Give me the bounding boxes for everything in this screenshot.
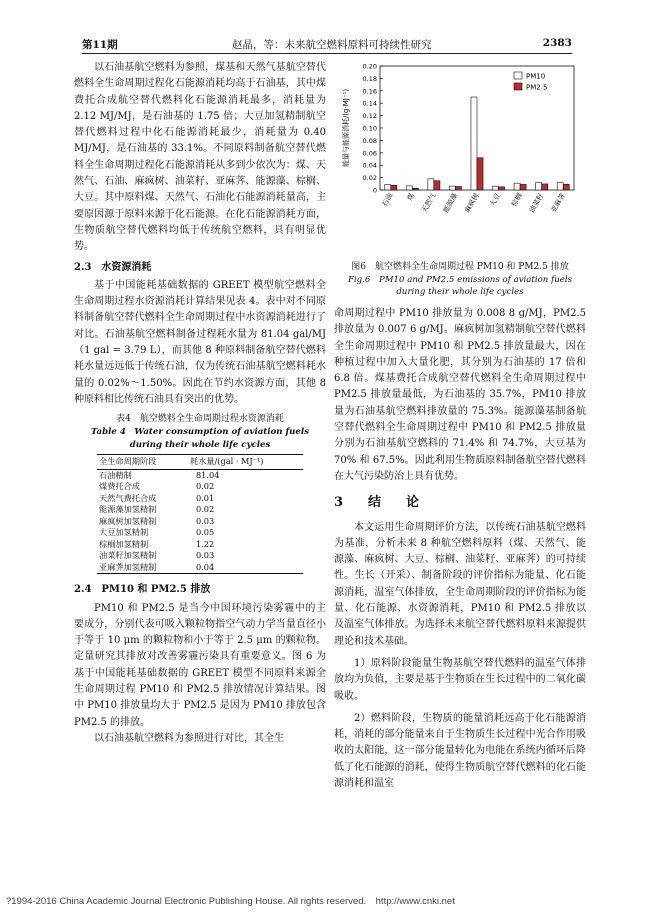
table-header-stage: 全生命周期阶段 <box>97 455 188 470</box>
pm-emissions-chart <box>334 60 586 236</box>
bar-pm10 <box>449 186 455 190</box>
table-row <box>97 527 303 539</box>
paragraph: 以石油基航空燃料为参照，煤基和天然气基航空替代燃料全生命周期过程化石能源消耗均高于石油基，其中煤费托合成航空替代燃料化石能源消耗最多，消耗量为 2.12 MJ/MJ，是石油基的 1.75 倍；大豆加氢精制航空替代燃料过程中化石能源消耗最少，消耗量为 0.40 MJ/MJ，是石油基的 33.1%。不同原料制备航空替代燃料全生命周期过程化石能源消耗从多到少依次为：煤、天然气、石油、麻疯树、油菜籽、亚麻荠、能源藻、棕榈、大豆。其中原料煤、天然气、石油化石能源消耗量高，主要原因源于原料来源于化石能源。在化石能源消耗方面，生物质航空替代燃料均低于传统航空燃料，具有明显优势。 <box>74 62 326 253</box>
y-axis-label: 能量与能源消耗/(g·MJ⁻¹) <box>342 88 350 168</box>
table-row <box>97 493 303 505</box>
y-tick-label: 0 <box>372 186 377 195</box>
paragraph: 以石油基航空燃料为参照进行对比，其全生 <box>94 732 284 744</box>
bar-pm10 <box>385 185 391 190</box>
section-heading-3: 3 结 论 <box>334 495 426 511</box>
table-cell: 0.02 <box>195 504 215 515</box>
paragraph: 2）燃料阶段，生物质的能量消耗远高于化石能源消耗，消耗的部分能量来自于生物质生长过程中光合作用吸收的太阳能，这一部分能量转化为电能在系统内循环后降低了化石能源的消耗，使得生物质航空替代燃料的化石能源消耗和温室 <box>334 712 586 790</box>
legend-label: PM2.5 <box>526 83 548 92</box>
table-row <box>97 504 303 516</box>
y-tick-label: 0.10 <box>362 124 377 133</box>
bar-pm25 <box>520 184 526 190</box>
water-consumption-table <box>97 454 303 574</box>
y-tick-label: 0.04 <box>362 161 377 170</box>
x-tick-label: 亚麻荠 <box>549 192 567 215</box>
section-heading-2-3: 2.3 水资源消耗 <box>74 261 152 273</box>
legend-label: PM10 <box>526 72 546 81</box>
page-number: 2383 <box>542 37 572 49</box>
table-cell: 0.04 <box>188 562 303 574</box>
table-cell: 0.03 <box>195 550 215 561</box>
y-tick-label: 0.06 <box>362 149 377 158</box>
bar-pm10 <box>493 186 499 190</box>
table-row <box>97 539 303 551</box>
y-tick-label: 0.16 <box>362 87 377 96</box>
table-cell: 大豆加氢精制 <box>99 527 149 538</box>
table-cell: 0.03 <box>195 515 215 526</box>
issue-label: 第11期 <box>82 39 118 51</box>
table-header-value: 耗水量/(gal · MJ⁻¹) <box>188 455 303 470</box>
table-cell: 麻疯树加氢精制 <box>99 515 157 526</box>
bar-pm25 <box>477 158 483 190</box>
y-tick-label: 0.18 <box>362 74 377 83</box>
table-cell: 81.04 <box>195 469 220 480</box>
table-cell: 亚麻荠加氢精制 <box>97 562 188 574</box>
table-row <box>97 516 303 528</box>
table-cell: 0.05 <box>195 527 215 538</box>
x-tick-label: 石油 <box>380 192 395 209</box>
x-tick-label: 油菜籽 <box>527 192 546 215</box>
figure-caption-en: Fig.6 PM10 and PM2.5 emissions of aviation fuels <box>347 275 573 285</box>
figure-caption: 图6 航空燃料全生命周期过程 PM10 和 PM2.5 排放 <box>351 262 569 272</box>
figure-6 <box>334 60 586 260</box>
bar-pm10 <box>471 97 477 190</box>
table-caption: 表4 航空燃料全生命周期过程水资源消耗 <box>116 414 284 425</box>
bar-pm25 <box>455 186 461 190</box>
bar-pm10 <box>406 186 412 190</box>
paragraph: 1）原料阶段能量生物基航空替代燃料的温室气体排放均为负值，主要是基于生物质在生长过程中的二氧化碳吸收。 <box>334 657 586 702</box>
bar-pm10 <box>514 183 520 190</box>
table-cell: 石油精制 <box>99 469 132 480</box>
y-tick-label: 0.20 <box>362 62 377 71</box>
table-row <box>97 481 303 493</box>
y-tick-label: 0.02 <box>362 174 377 183</box>
paragraph: 基于中国能耗基础数据的 GREET 模型航空燃料全生命周期过程水资源消耗计算结果见表 4。表中对不同原料制备航空替代燃料全生命周期过程中水资源消耗进行了对比。石油基航空燃料制备过程耗水量为 81.04 gal/MJ（1 gal = 3.79 L），而其他 8 种原料制备航空替代燃料耗水量远远低于传统石油，仅为传统石油基航空燃料耗水量的 0.02%～1.50%。因此在节约水资源方面，其他 8 种原料相比传统石油具有突出的优势。 <box>74 279 326 405</box>
x-tick-label: 天然气 <box>420 192 438 215</box>
table-cell: 1.22 <box>195 538 215 549</box>
paragraph: 命周期过程中 PM10 排放量为 0.008 8 g/MJ，PM2.5 排放量为 0.007 6 g/MJ。麻疯树加氢精制航空替代燃料全生命周期过程中 PM10 和 PM2.5 排放量最大，因在种植过程中加入大量化肥，其分别为石油基的 17 倍和 6.8 倍。煤基费托合成航空替代燃料全生命周期过程中 PM2.5 排放量最低，为石油基的 35.7%，PM10 排放量为石油基航空燃料排放量的 75.3%。能源藻基制备航空替代燃料全生命周期过程中 PM10 和 PM2.5 排放量分别为石油基航空燃料的 71.4% 和 74.7%，大豆基为 70% 和 67.5%。因此利用生物质原料制备航空替代燃料在大气污染防治上具有优势。 <box>334 308 586 482</box>
y-tick-label: 0.14 <box>362 99 377 108</box>
table-cell: 天然气费托合成 <box>99 492 157 503</box>
left-column <box>74 60 326 747</box>
table-row <box>97 562 303 574</box>
x-tick-label: 大豆 <box>488 192 503 209</box>
y-tick-label: 0.12 <box>362 112 377 121</box>
bar-pm25 <box>563 184 569 190</box>
table-row <box>97 550 303 562</box>
bar-pm25 <box>412 188 418 190</box>
figure-caption-en: during their whole life cycles <box>396 287 524 297</box>
table-row <box>97 469 303 481</box>
table-cell: 油菜籽加氢精制 <box>99 550 157 561</box>
bar-pm10 <box>536 183 542 190</box>
x-tick-label: 煤 <box>405 192 417 203</box>
legend-swatch <box>514 83 522 90</box>
table-cell: 煤费托合成 <box>99 481 140 492</box>
y-tick-label: 0.08 <box>362 136 377 145</box>
bar-pm10 <box>557 183 563 190</box>
bar-pm25 <box>499 187 505 190</box>
copyright-footer: ?1994-2016 China Academic Journal Electronic Publishing House. All rights reserved. http://www.cnki.net <box>6 896 455 907</box>
table-caption-en: during their whole life cycles <box>129 440 271 451</box>
article-title: 赵晶，等：未来航空燃料原料可持续性研究 <box>232 39 432 51</box>
table-cell: 棕榈加氢精制 <box>99 538 149 549</box>
legend-swatch <box>514 72 522 79</box>
paragraph: PM10 和 PM2.5 是当今中国环境污染雾霾中的主要成分，分别代表可吸入颗粒物指空气动力学当量直径小于等于 10 μm 的颗粒物和小于等于 2.5 μm 的颗粒物。定量研究其排放对改善雾霾污染具有重要意义。图 6 为基于中国能耗基础数据的 GREET 模型不同原料来源全生命周期过程 PM10 和 PM2.5 排放情况计算结果。图中 PM10 排放量均大于 PM2.5 是因为 PM10 排放包含 PM2.5 的排放。 <box>74 602 326 728</box>
x-tick-label: 麻疯树 <box>463 192 481 215</box>
running-header <box>82 36 572 54</box>
x-tick-label: 能源藻 <box>441 192 460 215</box>
bar-pm25 <box>391 185 397 190</box>
bar-pm25 <box>434 181 440 190</box>
table-cell: 能源藻加氢精制 <box>99 504 157 515</box>
section-heading-2-4: 2.4 PM10 和 PM2.5 排放 <box>74 584 211 596</box>
table-cell: 0.01 <box>195 492 215 503</box>
table-caption-en: Table 4 Water consumption of aviation fuels <box>90 427 310 438</box>
paragraph: 本文运用生命周期评价方法，以传统石油基航空燃料为基准，分析未来 8 种航空燃料原料（煤、天然气、能源藻、麻疯树、大豆、棕榈、油菜籽、亚麻荠）的可持续性。生长（开采）、制备阶段的评价指标为能量、化石能源消耗，温室气体排放，全生命周期阶段的评价指标为能量、化石能源、水资源消耗，PM10 和 PM2.5 排放以及温室气体排放。为选择未来航空替代燃料原料来源提供理论和技术基础。 <box>334 521 586 647</box>
table-cell: 0.02 <box>195 481 215 492</box>
bar-pm10 <box>428 179 434 190</box>
x-tick-label: 棕榈 <box>509 192 524 209</box>
bar-pm25 <box>542 184 548 190</box>
right-column <box>334 60 586 792</box>
